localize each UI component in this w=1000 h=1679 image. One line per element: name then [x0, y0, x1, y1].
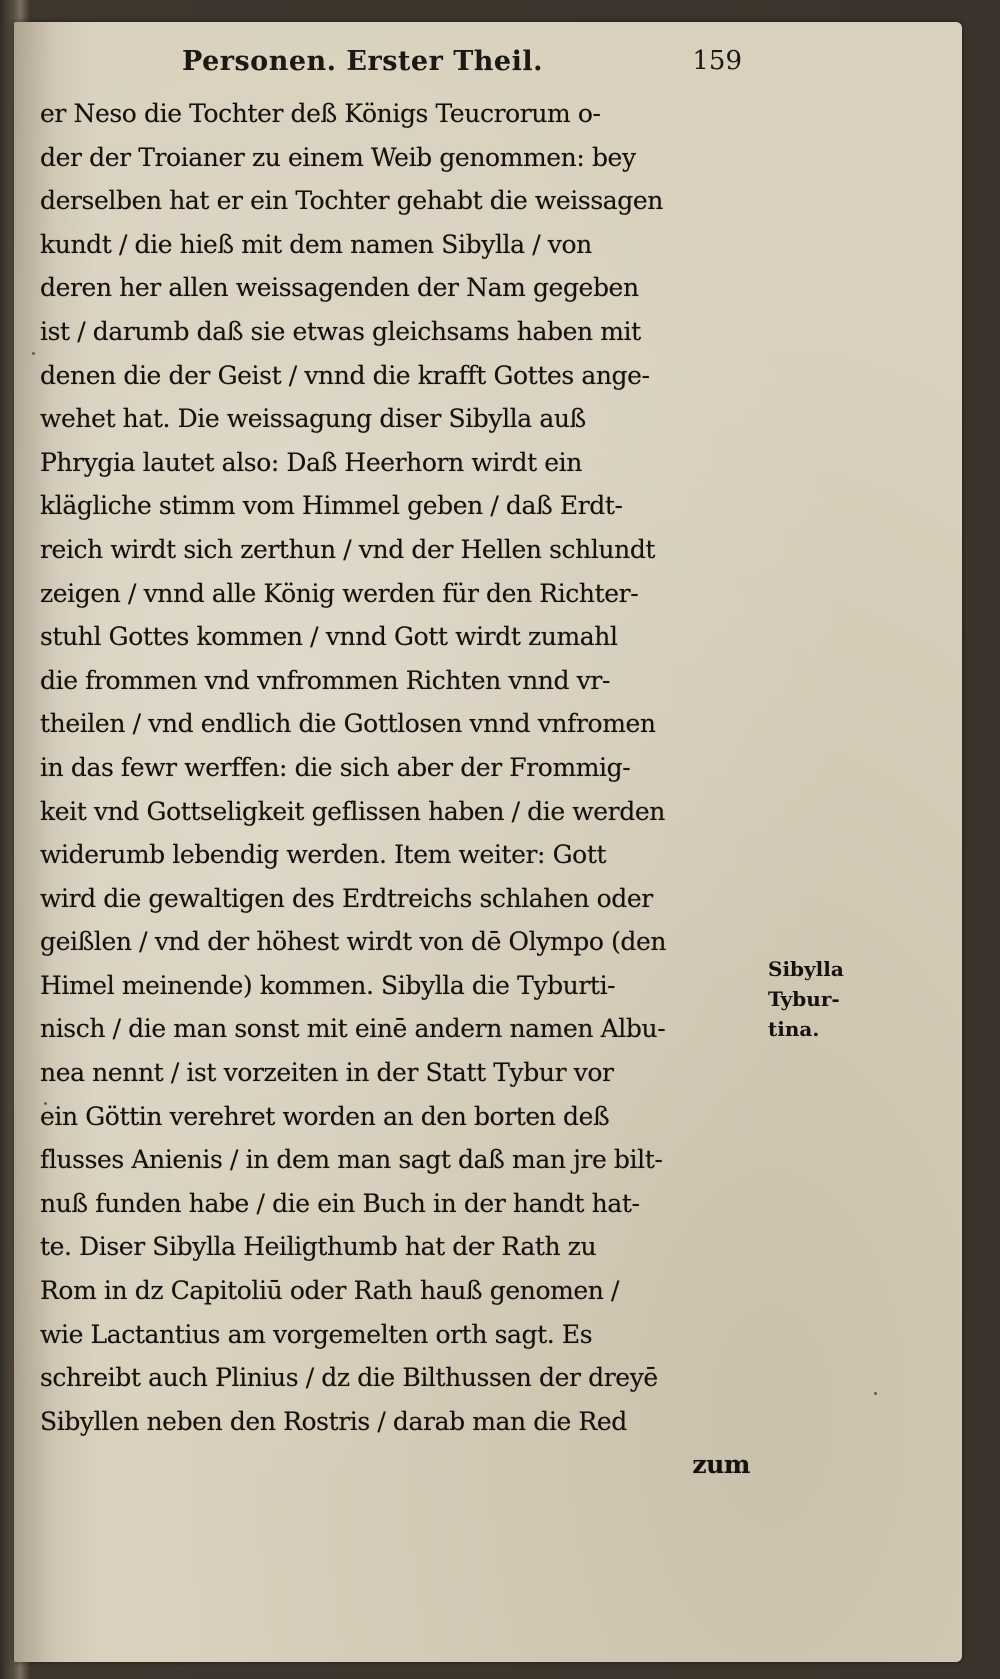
marginal-note	[768, 954, 888, 1044]
marginal-note-line: tina.	[768, 1017, 820, 1041]
text-line: kundt / die hieß mit dem namen Sibylla / von	[40, 229, 592, 259]
text-line: stuhl Gottes kommen / vnnd Gott wirdt zumahl	[40, 622, 618, 652]
text-line: widerumb lebendig werden. Item weiter: Gott	[40, 840, 607, 870]
text-line: zeigen / vnnd alle König werden für den Richter-	[40, 578, 639, 608]
text-line: er Neso die Tochter deß Königs Teucrorum o-	[40, 99, 601, 128]
text-line: nisch / die man sonst mit einē andern namen Albu-	[40, 1014, 666, 1044]
text-line: Himel meinende) kommen. Sibylla die Tyburti-	[40, 970, 616, 1000]
text-line: keit vnd Gottseligkeit geflissen haben / die werden	[40, 796, 665, 826]
text-line: schreibt auch Plinius / dz die Bilthussen der dreyē	[40, 1363, 658, 1393]
text-line: Sibyllen neben den Rostris / darab man die Red	[40, 1406, 627, 1436]
marginal-note-line: Tybur-	[768, 987, 840, 1011]
running-title: Personen. Erster Theil.	[182, 46, 544, 77]
text-line: nea nennt / ist vorzeiten in der Statt Tybur vor	[40, 1058, 614, 1088]
text-line: die frommen vnd vnfrommen Richten vnnd vr-	[40, 665, 610, 695]
text-line: in das fewr werffen: die sich aber der Frommig-	[40, 752, 631, 782]
paper-speck	[874, 1392, 877, 1395]
text-line: geißlen / vnd der höhest wirdt von dē Olympo (den	[40, 927, 667, 957]
text-line: der der Troianer zu einem Weib genommen: bey	[40, 142, 636, 172]
text-line: ein Göttin verehret worden an den borten deß	[40, 1101, 610, 1131]
page-number: 159	[692, 46, 742, 76]
text-line: Rom in dz Capitoliū oder Rath hauß genomen /	[40, 1276, 620, 1306]
text-line: klägliche stimm vom Himmel geben / daß Erdt-	[40, 491, 623, 521]
page-header	[182, 42, 742, 82]
text-line: Phrygia lautet also: Daß Heerhorn wirdt ein	[40, 447, 582, 477]
text-line: wehet hat. Die weissagung diser Sibylla auß	[40, 404, 586, 434]
text-line: wie Lactantius am vorgemelten orth sagt. Es	[40, 1319, 593, 1349]
text-line: nuß funden habe / die ein Buch in der handt hat-	[40, 1188, 640, 1218]
paper-speck	[32, 352, 35, 355]
marginal-note-line: Sibylla	[768, 957, 844, 981]
text-line: te. Diser Sibylla Heiligthumb hat der Rath zu	[40, 1232, 597, 1262]
text-line: ist / darumb daß sie etwas gleichsams haben mit	[40, 316, 641, 346]
body-text	[40, 92, 760, 1487]
text-line: deren her allen weissagenden der Nam gegeben	[40, 273, 639, 303]
text-line: wird die gewaltigen des Erdtreichs schlahen oder	[40, 883, 653, 913]
text-line: denen die der Geist / vnnd die krafft Gottes ange-	[40, 360, 650, 390]
text-line: theilen / vnd endlich die Gottlosen vnnd vnfromen	[40, 709, 656, 739]
catchword: zum	[692, 1450, 750, 1480]
text-line: reich wirdt sich zerthun / vnd der Hellen schlundt	[40, 534, 656, 564]
text-line: derselben hat er ein Tochter gehabt die weissagen	[40, 186, 663, 216]
text-line: flusses Anienis / in dem man sagt daß man jre bilt-	[40, 1145, 663, 1175]
